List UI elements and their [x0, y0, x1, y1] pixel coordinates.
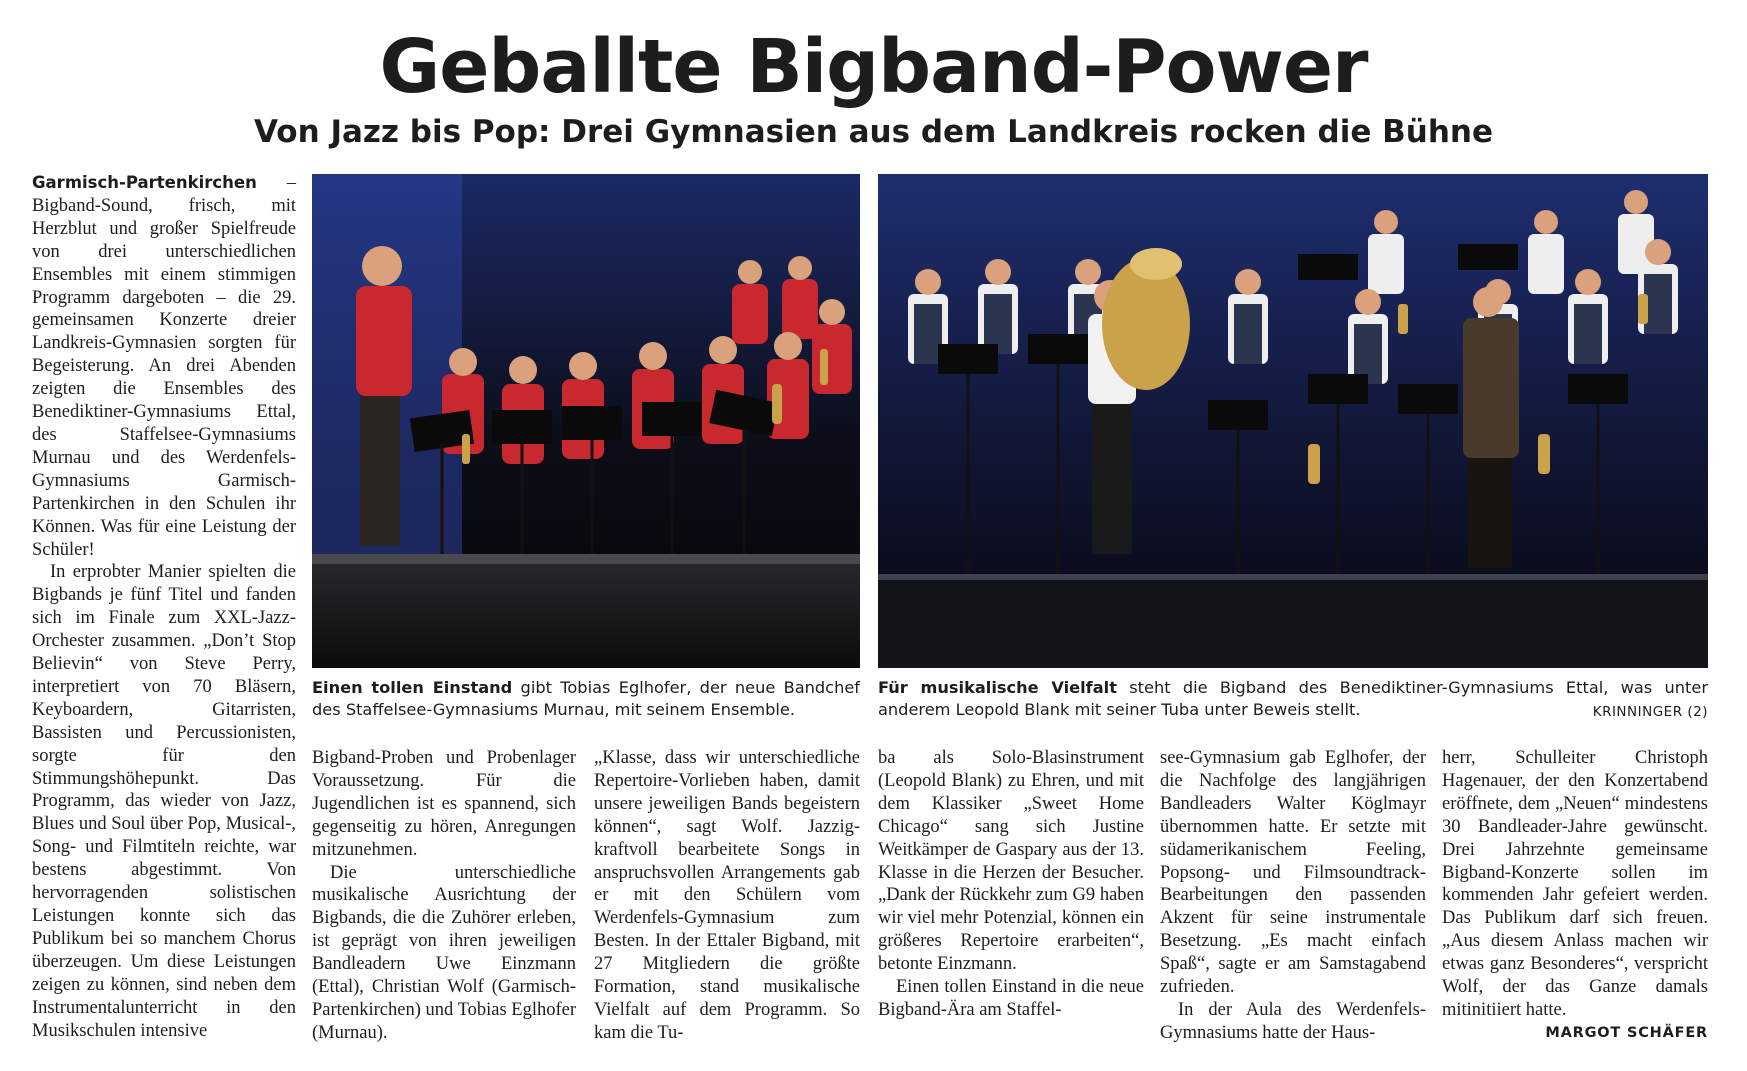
left-paragraph-1-text: – Bigband-Sound, frisch, mit Herzblut und großer Spielfreude von drei unterschiedlichen Ensembles mit einem stimmigen Programm dargeboten – die 29. gemeinsamen Konzerte dreier Landkreis-Gymnasien sorgten für Begeisterung. An drei Abenden zeigten die Ensembles des Benediktiner-Gymnasiums Ettal, des Staffelsee-Gymnasiums Murnau und des Werdenfels-Gymnasiums Garmisch-Partenkirchen in den Schulen ihr Können. Was für eine Leistung der Schüler! [32, 173, 296, 560]
col6-paragraph-1: herr, Schulleiter Christoph Hagenauer, der den Konzertabend eröffnete, dem „Neuen“ mindestens 30 Bandleader-Jahre gewünscht. Drei Jahrzehnte gemeinsame Bigband-Konzerte sollen im kommenden Jahr gefeiert werden. Das Publikum darf sich freuen. „Aus diesem Anlass machen wir etwas ganz Besonderes“, verspricht Wolf, der das Ganze damals mitinitiiert hatte. [1442, 748, 1708, 1020]
col5-paragraph-2: In der Aula des Werdenfels-Gymnasiums hatte der Haus- [1160, 999, 1426, 1043]
caption-left [312, 677, 860, 721]
col3-paragraph-1: „Klasse, dass wir unterschiedliche Repertoire-Vorlieben haben, damit unsere jeweiligen Bands begeistern können“, sagt Wolf. Jazzig-kraftvoll bearbeitete Songs in anspruchsvollen Arrangements gab er mit den Schülern vom Werdenfels-Gymnasium zum Besten. In der Ettaler Bigband, mit 27 Mitgliedern die größte Formation, stand musikalische Vielfalt auf dem Programm. So kam die Tu- [594, 748, 860, 1043]
left-paragraph-1 [32, 172, 296, 561]
text-column-5 [1160, 747, 1426, 1045]
left-paragraph-2: In erprobter Manier spielten die Bigbands je fünf Titel und fanden sich im Finale zum XXL-Jazz-Orchester zusammen. „Don’t Stop Believin“ von Steve Perry, interpretiert von 70 Bläsern, Keyboardern, Gitarristen, Bassisten und Percussionisten, sorgte für den Stimmungshöhepunkt. Das Programm, das wieder von Jazz, Blues und Soul über Pop, Musical-, Song- und Filmtiteln reichte, war bestens abgestimmt. Von hervorragenden solistischen Leistungen konnte sich das Publikum bei so manchem Chorus überzeugen. Um diese Leistungen zeigen zu können, sind neben dem Instrumentalunterricht in den Musikschulen intensive [32, 562, 296, 1041]
caption-right-lead: Für musikalische Vielfalt [878, 678, 1117, 697]
dateline: Garmisch-Partenkirchen [32, 173, 257, 192]
text-column-4 [878, 747, 1144, 1022]
left-column [32, 172, 296, 1042]
caption-right-text: steht die Bigband des Benediktiner-Gymnasiums Ettal, was unter anderem Leopold Blank mit seiner Tuba unter Beweis stellt. [878, 678, 1708, 719]
col4-paragraph-2: Einen tollen Einstand in die neue Bigband-Ära am Staffel- [878, 977, 1144, 1020]
text-column-2 [312, 747, 576, 1045]
photo-murnau-bigband [312, 174, 860, 668]
col4-paragraph-1: ba als Solo-Blasinstrument (Leopold Blank) zu Ehren, und mit dem Klassiker „Sweet Home Chicago“ sang sich Justine Weitkämper de Gaspary aus der 13. Klasse in die Herzen der Besucher. „Dank der Rückkehr zum G9 haben wir viel mehr Potenzial, können ein größeres Repertoire erarbeiten“, betonte Einzmann. [878, 748, 1144, 975]
text-column-3 [594, 747, 860, 1045]
author-byline: MARGOT SCHÄFER [1545, 1025, 1708, 1041]
caption-left-text: gibt Tobias Eglhofer, der neue Bandchef des Staffelsee-Gymnasiums Murnau, mit seinem Ensemble. [312, 678, 860, 719]
col2-paragraph-1: Bigband-Proben und Probenlager Voraussetzung. Für die Jugendlichen ist es spannend, sich gegenseitig zu hören, Anregungen mitzunehmen. [312, 748, 576, 860]
col2-paragraph-2: Die unterschiedliche musikalische Ausrichtung der Bigbands, die die Zuhörer erleben, ist geprägt von ihren jeweiligen Bandleadern Uwe Einzmann (Ettal), Christian Wolf (Garmisch-Partenkirchen) und Tobias Eglhofer (Murnau). [312, 862, 576, 1043]
text-column-6 [1442, 747, 1708, 1022]
caption-left-lead: Einen tollen Einstand [312, 678, 513, 697]
photo-murnau-image [312, 174, 860, 668]
col5-paragraph-1: see-Gymnasium gab Eglhofer, der die Nachfolge des langjährigen Bandleaders Walter Köglmayr übernommen hatte. Er setzte mit südamerikanischem Feeling, Popsong- und Filmsoundtrack-Bearbeitungen den passenden Akzent für seine instrumentale Besetzung. „Es macht einfach Spaß“, sagte er am Samstagabend zufrieden. [1160, 748, 1426, 998]
photo-ettal-image [878, 174, 1708, 668]
headline: Geballte Bigband-Power [379, 24, 1368, 110]
photo-credit: KRINNINGER (2) [1592, 704, 1708, 720]
subheadline: Von Jazz bis Pop: Drei Gymnasien aus dem Landkreis rocken die Bühne [253, 114, 1494, 150]
photo-ettal-bigband [878, 174, 1708, 668]
